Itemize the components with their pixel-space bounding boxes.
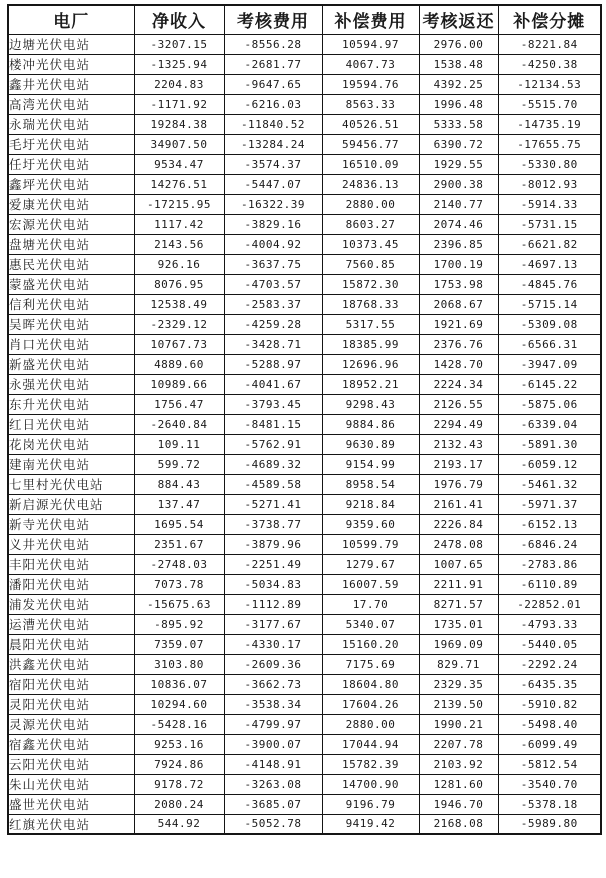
value-cell: 34907.50 bbox=[134, 134, 224, 154]
value-cell: 2329.35 bbox=[419, 674, 498, 694]
value-cell: -12134.53 bbox=[498, 74, 601, 94]
value-cell: -5309.08 bbox=[498, 314, 601, 334]
value-cell: -4330.17 bbox=[224, 634, 322, 654]
value-cell: -4689.32 bbox=[224, 454, 322, 474]
value-cell: 1969.09 bbox=[419, 634, 498, 654]
value-cell: 10594.97 bbox=[322, 34, 419, 54]
value-cell: -4148.91 bbox=[224, 754, 322, 774]
value-cell: 1695.54 bbox=[134, 514, 224, 534]
value-cell: 1929.55 bbox=[419, 154, 498, 174]
value-cell: -4259.28 bbox=[224, 314, 322, 334]
value-cell: 24836.13 bbox=[322, 174, 419, 194]
value-cell: 19594.76 bbox=[322, 74, 419, 94]
table-row bbox=[8, 574, 601, 594]
plant-name-cell: 鑫坪光伏电站 bbox=[8, 174, 134, 194]
value-cell: -6435.35 bbox=[498, 674, 601, 694]
table-row bbox=[8, 94, 601, 114]
value-cell: -3829.16 bbox=[224, 214, 322, 234]
value-cell: -5428.16 bbox=[134, 714, 224, 734]
value-cell: -13284.24 bbox=[224, 134, 322, 154]
value-cell: 2396.85 bbox=[419, 234, 498, 254]
value-cell: -6099.49 bbox=[498, 734, 601, 754]
table-row bbox=[8, 194, 601, 214]
value-cell: 2211.91 bbox=[419, 574, 498, 594]
value-cell: 2900.38 bbox=[419, 174, 498, 194]
value-cell: -5875.06 bbox=[498, 394, 601, 414]
plant-name-cell: 毛圩光伏电站 bbox=[8, 134, 134, 154]
value-cell: 2126.55 bbox=[419, 394, 498, 414]
value-cell: -3900.07 bbox=[224, 734, 322, 754]
value-cell: 2207.78 bbox=[419, 734, 498, 754]
value-cell: -4041.67 bbox=[224, 374, 322, 394]
plant-name-cell: 新启源光伏电站 bbox=[8, 494, 134, 514]
value-cell: -4697.13 bbox=[498, 254, 601, 274]
plant-name-cell: 信利光伏电站 bbox=[8, 294, 134, 314]
plant-name-cell: 运漕光伏电站 bbox=[8, 614, 134, 634]
value-cell: 9419.42 bbox=[322, 814, 419, 834]
value-cell: -1171.92 bbox=[134, 94, 224, 114]
value-cell: -3637.75 bbox=[224, 254, 322, 274]
table-row bbox=[8, 374, 601, 394]
value-cell: -3207.15 bbox=[134, 34, 224, 54]
value-cell: 14700.90 bbox=[322, 774, 419, 794]
value-cell: 2161.41 bbox=[419, 494, 498, 514]
value-cell: 7924.86 bbox=[134, 754, 224, 774]
table-row bbox=[8, 774, 601, 794]
plant-name-cell: 宏源光伏电站 bbox=[8, 214, 134, 234]
plant-name-cell: 潘阳光伏电站 bbox=[8, 574, 134, 594]
value-cell: -8012.93 bbox=[498, 174, 601, 194]
value-cell: -3793.45 bbox=[224, 394, 322, 414]
value-cell: 18604.80 bbox=[322, 674, 419, 694]
value-cell: 12696.96 bbox=[322, 354, 419, 374]
value-cell: 9253.16 bbox=[134, 734, 224, 754]
table-row bbox=[8, 554, 601, 574]
plant-name-cell: 新盛光伏电站 bbox=[8, 354, 134, 374]
value-cell: -5891.30 bbox=[498, 434, 601, 454]
table-row bbox=[8, 494, 601, 514]
value-cell: -3428.71 bbox=[224, 334, 322, 354]
table-row bbox=[8, 134, 601, 154]
value-cell: 8271.57 bbox=[419, 594, 498, 614]
value-cell: 926.16 bbox=[134, 254, 224, 274]
value-cell: -3738.77 bbox=[224, 514, 322, 534]
table-row bbox=[8, 734, 601, 754]
value-cell: 2068.67 bbox=[419, 294, 498, 314]
value-cell: 17044.94 bbox=[322, 734, 419, 754]
value-cell: -15675.63 bbox=[134, 594, 224, 614]
value-cell: -5378.18 bbox=[498, 794, 601, 814]
table-row bbox=[8, 274, 601, 294]
value-cell: -5330.80 bbox=[498, 154, 601, 174]
value-cell: 15160.20 bbox=[322, 634, 419, 654]
value-cell: -2583.37 bbox=[224, 294, 322, 314]
table-row bbox=[8, 674, 601, 694]
value-cell: -3662.73 bbox=[224, 674, 322, 694]
value-cell: -6110.89 bbox=[498, 574, 601, 594]
value-cell: -5498.40 bbox=[498, 714, 601, 734]
value-cell: 2351.67 bbox=[134, 534, 224, 554]
table-row bbox=[8, 354, 601, 374]
value-cell: -6846.24 bbox=[498, 534, 601, 554]
value-cell: -9647.65 bbox=[224, 74, 322, 94]
plant-name-cell: 新寺光伏电站 bbox=[8, 514, 134, 534]
value-cell: 9630.89 bbox=[322, 434, 419, 454]
value-cell: -2329.12 bbox=[134, 314, 224, 334]
value-cell: 10836.07 bbox=[134, 674, 224, 694]
value-cell: 1117.42 bbox=[134, 214, 224, 234]
value-cell: -4799.97 bbox=[224, 714, 322, 734]
plant-name-cell: 浦发光伏电站 bbox=[8, 594, 134, 614]
table-row bbox=[8, 434, 601, 454]
value-cell: 16007.59 bbox=[322, 574, 419, 594]
value-cell: -5288.97 bbox=[224, 354, 322, 374]
value-cell: 6390.72 bbox=[419, 134, 498, 154]
plant-name-cell: 红日光伏电站 bbox=[8, 414, 134, 434]
value-cell: 829.71 bbox=[419, 654, 498, 674]
value-cell: -1112.89 bbox=[224, 594, 322, 614]
value-cell: 18952.21 bbox=[322, 374, 419, 394]
table-row bbox=[8, 474, 601, 494]
value-cell: 7359.07 bbox=[134, 634, 224, 654]
value-cell: -3947.09 bbox=[498, 354, 601, 374]
value-cell: -2783.86 bbox=[498, 554, 601, 574]
value-cell: 9218.84 bbox=[322, 494, 419, 514]
table-row bbox=[8, 314, 601, 334]
value-cell: -2748.03 bbox=[134, 554, 224, 574]
value-cell: 544.92 bbox=[134, 814, 224, 834]
table-row bbox=[8, 814, 601, 834]
power-plant-settlement-table bbox=[7, 4, 602, 835]
value-cell: -3879.96 bbox=[224, 534, 322, 554]
plant-name-cell: 七里村光伏电站 bbox=[8, 474, 134, 494]
value-cell: 9154.99 bbox=[322, 454, 419, 474]
value-cell: 2132.43 bbox=[419, 434, 498, 454]
table-row bbox=[8, 754, 601, 774]
value-cell: -6216.03 bbox=[224, 94, 322, 114]
value-cell: -4250.38 bbox=[498, 54, 601, 74]
value-cell: -5052.78 bbox=[224, 814, 322, 834]
value-cell: 5333.58 bbox=[419, 114, 498, 134]
plant-name-cell: 朱山光伏电站 bbox=[8, 774, 134, 794]
table-row bbox=[8, 594, 601, 614]
table-row bbox=[8, 634, 601, 654]
table-row bbox=[8, 154, 601, 174]
value-cell: 9196.79 bbox=[322, 794, 419, 814]
value-cell: -2292.24 bbox=[498, 654, 601, 674]
value-cell: 14276.51 bbox=[134, 174, 224, 194]
value-cell: 10373.45 bbox=[322, 234, 419, 254]
plant-name-cell: 楼冲光伏电站 bbox=[8, 54, 134, 74]
value-cell: 10767.73 bbox=[134, 334, 224, 354]
value-cell: 1700.19 bbox=[419, 254, 498, 274]
value-cell: 884.43 bbox=[134, 474, 224, 494]
value-cell: 3103.80 bbox=[134, 654, 224, 674]
value-cell: -22852.01 bbox=[498, 594, 601, 614]
value-cell: -2251.49 bbox=[224, 554, 322, 574]
value-cell: 8076.95 bbox=[134, 274, 224, 294]
plant-name-cell: 蒙盛光伏电站 bbox=[8, 274, 134, 294]
value-cell: -3574.37 bbox=[224, 154, 322, 174]
plant-name-cell: 永瑞光伏电站 bbox=[8, 114, 134, 134]
plant-name-cell: 义井光伏电站 bbox=[8, 534, 134, 554]
plant-name-cell: 高湾光伏电站 bbox=[8, 94, 134, 114]
value-cell: -5971.37 bbox=[498, 494, 601, 514]
value-cell: 1538.48 bbox=[419, 54, 498, 74]
plant-name-cell: 灵阳光伏电站 bbox=[8, 694, 134, 714]
value-cell: 599.72 bbox=[134, 454, 224, 474]
plant-name-cell: 鑫井光伏电站 bbox=[8, 74, 134, 94]
plant-name-cell: 永强光伏电站 bbox=[8, 374, 134, 394]
value-cell: -4589.58 bbox=[224, 474, 322, 494]
plant-name-cell: 红旗光伏电站 bbox=[8, 814, 134, 834]
header-row bbox=[8, 5, 601, 34]
value-cell: -5731.15 bbox=[498, 214, 601, 234]
table-row bbox=[8, 534, 601, 554]
table-row bbox=[8, 394, 601, 414]
plant-name-cell: 边塘光伏电站 bbox=[8, 34, 134, 54]
value-cell: -5914.33 bbox=[498, 194, 601, 214]
value-cell: 17.70 bbox=[322, 594, 419, 614]
table-body bbox=[8, 34, 601, 834]
table-row bbox=[8, 714, 601, 734]
value-cell: 2976.00 bbox=[419, 34, 498, 54]
plant-name-cell: 爱康光伏电站 bbox=[8, 194, 134, 214]
table-row bbox=[8, 694, 601, 714]
value-cell: 15782.39 bbox=[322, 754, 419, 774]
value-cell: -2609.36 bbox=[224, 654, 322, 674]
plant-name-cell: 宿鑫光伏电站 bbox=[8, 734, 134, 754]
value-cell: 9298.43 bbox=[322, 394, 419, 414]
value-cell: -6339.04 bbox=[498, 414, 601, 434]
value-cell: 12538.49 bbox=[134, 294, 224, 314]
value-cell: 8563.33 bbox=[322, 94, 419, 114]
column-header-compensation-fee: 补偿费用 bbox=[322, 5, 419, 34]
table-row bbox=[8, 334, 601, 354]
value-cell: 18768.33 bbox=[322, 294, 419, 314]
value-cell: -3263.08 bbox=[224, 774, 322, 794]
value-cell: 4392.25 bbox=[419, 74, 498, 94]
value-cell: 5340.07 bbox=[322, 614, 419, 634]
table-row bbox=[8, 234, 601, 254]
value-cell: 2074.46 bbox=[419, 214, 498, 234]
value-cell: 40526.51 bbox=[322, 114, 419, 134]
value-cell: 109.11 bbox=[134, 434, 224, 454]
value-cell: 2103.92 bbox=[419, 754, 498, 774]
value-cell: -6621.82 bbox=[498, 234, 601, 254]
table-row bbox=[8, 214, 601, 234]
value-cell: -6059.12 bbox=[498, 454, 601, 474]
value-cell: -3538.34 bbox=[224, 694, 322, 714]
table-row bbox=[8, 294, 601, 314]
column-header-compensation-allocation: 补偿分摊 bbox=[498, 5, 601, 34]
value-cell: 17604.26 bbox=[322, 694, 419, 714]
plant-name-cell: 灵源光伏电站 bbox=[8, 714, 134, 734]
value-cell: -8221.84 bbox=[498, 34, 601, 54]
column-header-plant: 电厂 bbox=[8, 5, 134, 34]
plant-name-cell: 丰阳光伏电站 bbox=[8, 554, 134, 574]
value-cell: -5989.80 bbox=[498, 814, 601, 834]
value-cell: -17215.95 bbox=[134, 194, 224, 214]
value-cell: -3540.70 bbox=[498, 774, 601, 794]
value-cell: 2294.49 bbox=[419, 414, 498, 434]
value-cell: -14735.19 bbox=[498, 114, 601, 134]
value-cell: -3685.07 bbox=[224, 794, 322, 814]
value-cell: 2168.08 bbox=[419, 814, 498, 834]
value-cell: 1735.01 bbox=[419, 614, 498, 634]
value-cell: 1921.69 bbox=[419, 314, 498, 334]
value-cell: 2880.00 bbox=[322, 714, 419, 734]
value-cell: 5317.55 bbox=[322, 314, 419, 334]
value-cell: 1996.48 bbox=[419, 94, 498, 114]
value-cell: 2478.08 bbox=[419, 534, 498, 554]
value-cell: 1990.21 bbox=[419, 714, 498, 734]
value-cell: 10599.79 bbox=[322, 534, 419, 554]
value-cell: -2640.84 bbox=[134, 414, 224, 434]
value-cell: -5910.82 bbox=[498, 694, 601, 714]
column-header-assessment-fee: 考核费用 bbox=[224, 5, 322, 34]
value-cell: 2224.34 bbox=[419, 374, 498, 394]
value-cell: 10989.66 bbox=[134, 374, 224, 394]
value-cell: 2226.84 bbox=[419, 514, 498, 534]
table-row bbox=[8, 414, 601, 434]
value-cell: 10294.60 bbox=[134, 694, 224, 714]
value-cell: -8481.15 bbox=[224, 414, 322, 434]
value-cell: -1325.94 bbox=[134, 54, 224, 74]
plant-name-cell: 任圩光伏电站 bbox=[8, 154, 134, 174]
value-cell: -5715.14 bbox=[498, 294, 601, 314]
value-cell: 59456.77 bbox=[322, 134, 419, 154]
value-cell: 4889.60 bbox=[134, 354, 224, 374]
value-cell: -3177.67 bbox=[224, 614, 322, 634]
column-header-net-income: 净收入 bbox=[134, 5, 224, 34]
plant-name-cell: 东升光伏电站 bbox=[8, 394, 134, 414]
plant-name-cell: 花岗光伏电站 bbox=[8, 434, 134, 454]
value-cell: 1279.67 bbox=[322, 554, 419, 574]
value-cell: 9178.72 bbox=[134, 774, 224, 794]
value-cell: 19284.38 bbox=[134, 114, 224, 134]
value-cell: -5461.32 bbox=[498, 474, 601, 494]
value-cell: 7560.85 bbox=[322, 254, 419, 274]
plant-name-cell: 建南光伏电站 bbox=[8, 454, 134, 474]
value-cell: 1976.79 bbox=[419, 474, 498, 494]
table-row bbox=[8, 794, 601, 814]
value-cell: 9884.86 bbox=[322, 414, 419, 434]
value-cell: -17655.75 bbox=[498, 134, 601, 154]
plant-name-cell: 盛世光伏电站 bbox=[8, 794, 134, 814]
value-cell: -5515.70 bbox=[498, 94, 601, 114]
value-cell: 1428.70 bbox=[419, 354, 498, 374]
table-row bbox=[8, 54, 601, 74]
column-header-assessment-return: 考核返还 bbox=[419, 5, 498, 34]
value-cell: 7175.69 bbox=[322, 654, 419, 674]
plant-name-cell: 吴晖光伏电站 bbox=[8, 314, 134, 334]
plant-name-cell: 晨阳光伏电站 bbox=[8, 634, 134, 654]
value-cell: -6566.31 bbox=[498, 334, 601, 354]
value-cell: 1007.65 bbox=[419, 554, 498, 574]
value-cell: 7073.78 bbox=[134, 574, 224, 594]
plant-name-cell: 肖口光伏电站 bbox=[8, 334, 134, 354]
value-cell: 16510.09 bbox=[322, 154, 419, 174]
value-cell: -16322.39 bbox=[224, 194, 322, 214]
value-cell: -11840.52 bbox=[224, 114, 322, 134]
value-cell: 1946.70 bbox=[419, 794, 498, 814]
value-cell: 4067.73 bbox=[322, 54, 419, 74]
value-cell: 8603.27 bbox=[322, 214, 419, 234]
value-cell: -4845.76 bbox=[498, 274, 601, 294]
value-cell: 1756.47 bbox=[134, 394, 224, 414]
value-cell: 2080.24 bbox=[134, 794, 224, 814]
value-cell: -5812.54 bbox=[498, 754, 601, 774]
value-cell: -2681.77 bbox=[224, 54, 322, 74]
value-cell: 137.47 bbox=[134, 494, 224, 514]
table-row bbox=[8, 514, 601, 534]
table-row bbox=[8, 614, 601, 634]
value-cell: -6145.22 bbox=[498, 374, 601, 394]
value-cell: 2376.76 bbox=[419, 334, 498, 354]
value-cell: -5762.91 bbox=[224, 434, 322, 454]
table-row bbox=[8, 254, 601, 274]
table-row bbox=[8, 114, 601, 134]
value-cell: -6152.13 bbox=[498, 514, 601, 534]
value-cell: 2143.56 bbox=[134, 234, 224, 254]
value-cell: 2139.50 bbox=[419, 694, 498, 714]
value-cell: 9359.60 bbox=[322, 514, 419, 534]
value-cell: 1281.60 bbox=[419, 774, 498, 794]
plant-name-cell: 云阳光伏电站 bbox=[8, 754, 134, 774]
table-row bbox=[8, 174, 601, 194]
value-cell: 15872.30 bbox=[322, 274, 419, 294]
value-cell: 9534.47 bbox=[134, 154, 224, 174]
value-cell: -8556.28 bbox=[224, 34, 322, 54]
plant-name-cell: 惠民光伏电站 bbox=[8, 254, 134, 274]
value-cell: 2204.83 bbox=[134, 74, 224, 94]
value-cell: -4004.92 bbox=[224, 234, 322, 254]
value-cell: -5440.05 bbox=[498, 634, 601, 654]
table-row bbox=[8, 34, 601, 54]
value-cell: -5034.83 bbox=[224, 574, 322, 594]
plant-name-cell: 宿阳光伏电站 bbox=[8, 674, 134, 694]
value-cell: 1753.98 bbox=[419, 274, 498, 294]
value-cell: 2193.17 bbox=[419, 454, 498, 474]
plant-name-cell: 盘塘光伏电站 bbox=[8, 234, 134, 254]
value-cell: 2880.00 bbox=[322, 194, 419, 214]
value-cell: -895.92 bbox=[134, 614, 224, 634]
table-row bbox=[8, 654, 601, 674]
value-cell: -5271.41 bbox=[224, 494, 322, 514]
table-row bbox=[8, 74, 601, 94]
value-cell: 2140.77 bbox=[419, 194, 498, 214]
value-cell: -5447.07 bbox=[224, 174, 322, 194]
value-cell: -4703.57 bbox=[224, 274, 322, 294]
value-cell: -4793.33 bbox=[498, 614, 601, 634]
value-cell: 8958.54 bbox=[322, 474, 419, 494]
table-row bbox=[8, 454, 601, 474]
value-cell: 18385.99 bbox=[322, 334, 419, 354]
plant-name-cell: 洪鑫光伏电站 bbox=[8, 654, 134, 674]
